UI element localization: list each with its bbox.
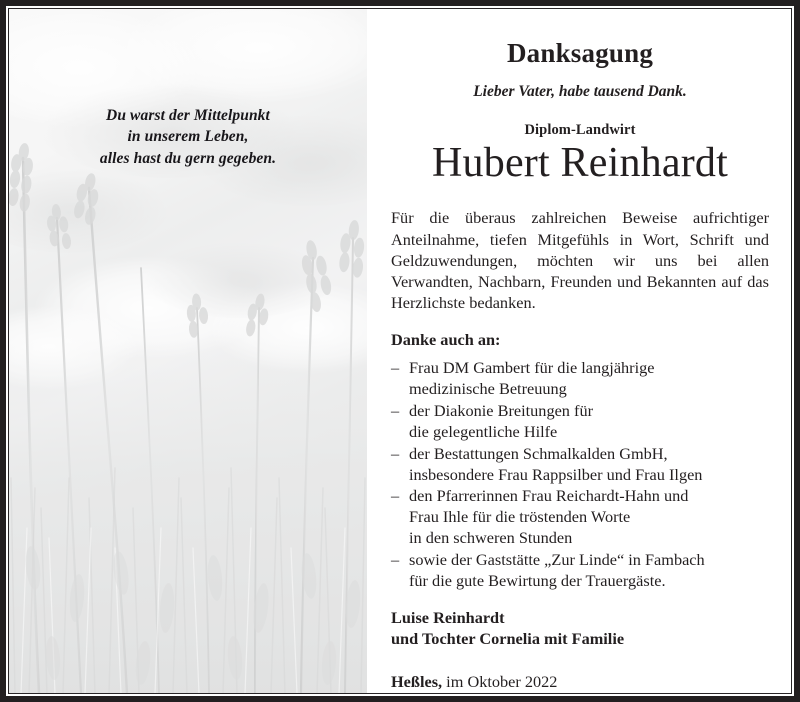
list-item bbox=[391, 486, 769, 549]
dash-marker: – bbox=[391, 486, 400, 506]
verse-line: alles hast du gern gegeben. bbox=[99, 149, 277, 167]
thanks-heading: Danke auch an: bbox=[391, 330, 501, 350]
profession-label: Diplom-Landwirt bbox=[524, 122, 636, 139]
list-item bbox=[391, 444, 769, 486]
place-and-date bbox=[391, 672, 769, 692]
acknowledgement-paragraph: Für die überaus zahlreichen Beweise aufrichtiger Anteilnahme, tiefen Mitgefühls in Wort, Schrift und Geldzuwendungen, möchten wir uns bei allen Verwandten, Nachbarn, Freunden und Bekannten auf das Herzlichste bedanken. bbox=[391, 208, 769, 313]
deceased-name: Hubert Reinhardt bbox=[432, 140, 728, 187]
verse-line: in unserem Leben, bbox=[127, 128, 249, 146]
dash-marker: – bbox=[391, 400, 400, 420]
list-item-line: medizinische Betreuung bbox=[409, 379, 567, 399]
list-item-line: Frau Ihle für die tröstenden Worte bbox=[409, 507, 631, 527]
signature-line: Luise Reinhardt bbox=[391, 607, 505, 627]
list-item-line: den Pfarrerinnen Frau Reichardt-Hahn und bbox=[409, 486, 689, 506]
notice-text-panel bbox=[367, 9, 791, 693]
verse-line: Du warst der Mittelpunkt bbox=[106, 107, 270, 124]
thanks-list bbox=[391, 358, 769, 591]
signature-line: und Tochter Cornelia mit Familie bbox=[391, 628, 625, 648]
list-item-line: für die gute Bewirtung der Trauergäste. bbox=[409, 570, 666, 590]
list-item-line: der Diakonie Breitungen für bbox=[409, 400, 594, 420]
list-item-line: insbesondere Frau Rappsilber und Frau Ilgen bbox=[409, 464, 703, 484]
date-text: im Oktober 2022 bbox=[442, 672, 558, 692]
list-item-line: in den schweren Stunden bbox=[409, 528, 573, 548]
card-inner bbox=[8, 8, 792, 694]
list-item-line: Frau DM Gambert für die langjährige bbox=[409, 358, 655, 378]
memorial-verse bbox=[9, 105, 367, 169]
list-item-line: sowie der Gaststätte „Zur Linde“ in Fambach bbox=[409, 549, 705, 569]
list-item bbox=[391, 550, 769, 592]
photo-panel bbox=[9, 9, 367, 693]
list-item bbox=[391, 358, 769, 400]
list-item bbox=[391, 401, 769, 443]
dash-marker: – bbox=[391, 358, 400, 378]
motto-line: Lieber Vater, habe tausend Dank. bbox=[473, 83, 687, 101]
place-name: Heßles, bbox=[391, 672, 443, 692]
list-item-line: der Bestattungen Schmalkalden GmbH, bbox=[409, 443, 668, 463]
list-item-line: die gelegentliche Hilfe bbox=[409, 421, 558, 441]
page-title: Danksagung bbox=[506, 38, 654, 68]
dash-marker: – bbox=[391, 443, 400, 463]
signature-block bbox=[391, 608, 769, 650]
dash-marker: – bbox=[391, 549, 400, 569]
